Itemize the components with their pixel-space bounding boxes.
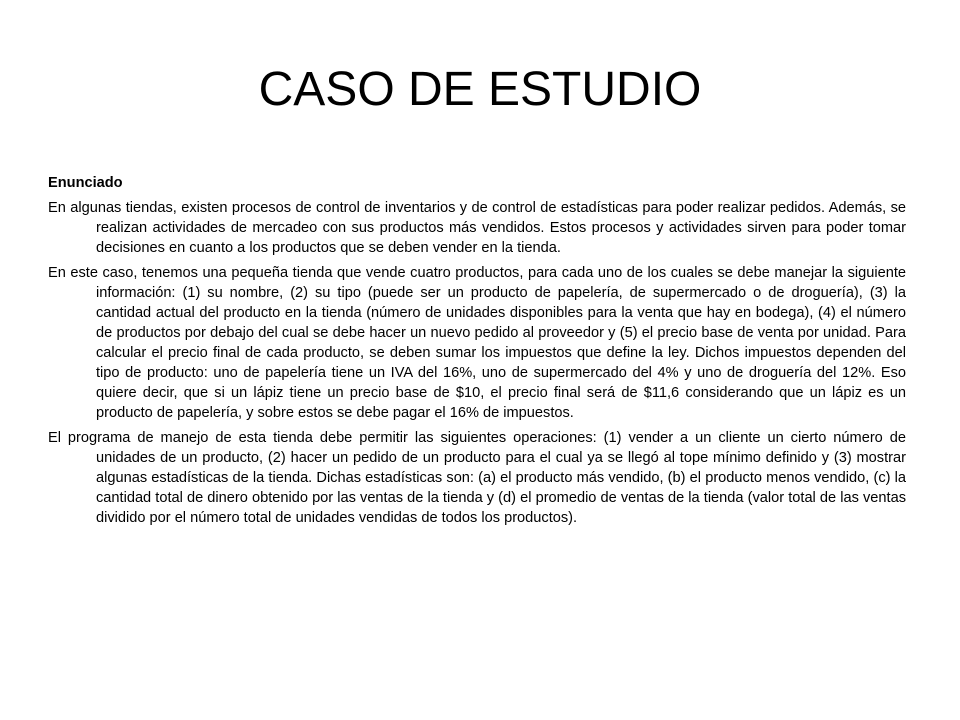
paragraph-intro: En algunas tiendas, existen procesos de control de inventarios y de control de estadísticas para poder realizar pedidos. Además, se realizan actividades de mercadeo con sus productos más vendidos. Estos procesos y actividades sirven para poder tomar decisiones en cuanto a los productos que se deben vender en la tienda. xyxy=(48,200,906,256)
slide-body xyxy=(48,173,906,533)
slide-title: CASO DE ESTUDIO xyxy=(258,63,702,116)
paragraph-operations: El programa de manejo de esta tienda debe permitir las siguientes operaciones: (1) vender a un cliente un cierto número de unidades de un producto, (2) hacer un pedido de un producto para el cual ya se llegó al tope mínimo definido y (3) mostrar algunas estadísticas de la tienda. Dichas estadísticas son: (a) el producto más vendido, (b) el producto menos vendido, (c) la cantidad total de dinero obtenido por las ventas de la tienda y (d) el promedio de ventas de la tienda (valor total de las ventas dividido por el número total de unidades vendidas de todos los productos). xyxy=(48,430,906,526)
paragraph-product-info: En este caso, tenemos una pequeña tienda que vende cuatro productos, para cada uno de los cuales se debe manejar la siguiente información: (1) su nombre, (2) su tipo (puede ser un producto de papelería, de supermercado o de droguería), (3) la cantidad actual del producto en la tienda (número de unidades disponibles para la venta que hay en bodega), (4) el número de productos por debajo del cual se debe hacer un nuevo pedido al proveedor y (5) el precio base de venta por unidad. Para calcular el precio final de cada producto, se deben sumar los impuestos que define la ley. Dichos impuestos dependen del tipo de producto: uno de papelería tiene un IVA del 16%, uno de supermercado del 4% y uno de droguería del 12%. Eso quiere decir, que si un lápiz tiene un precio base de $10, el precio final será de $11,6 considerando que un lápiz es un producto de papelería, y sobre estos se debe pagar el 16% de impuestos. xyxy=(48,265,906,421)
section-heading: Enunciado xyxy=(48,175,123,191)
